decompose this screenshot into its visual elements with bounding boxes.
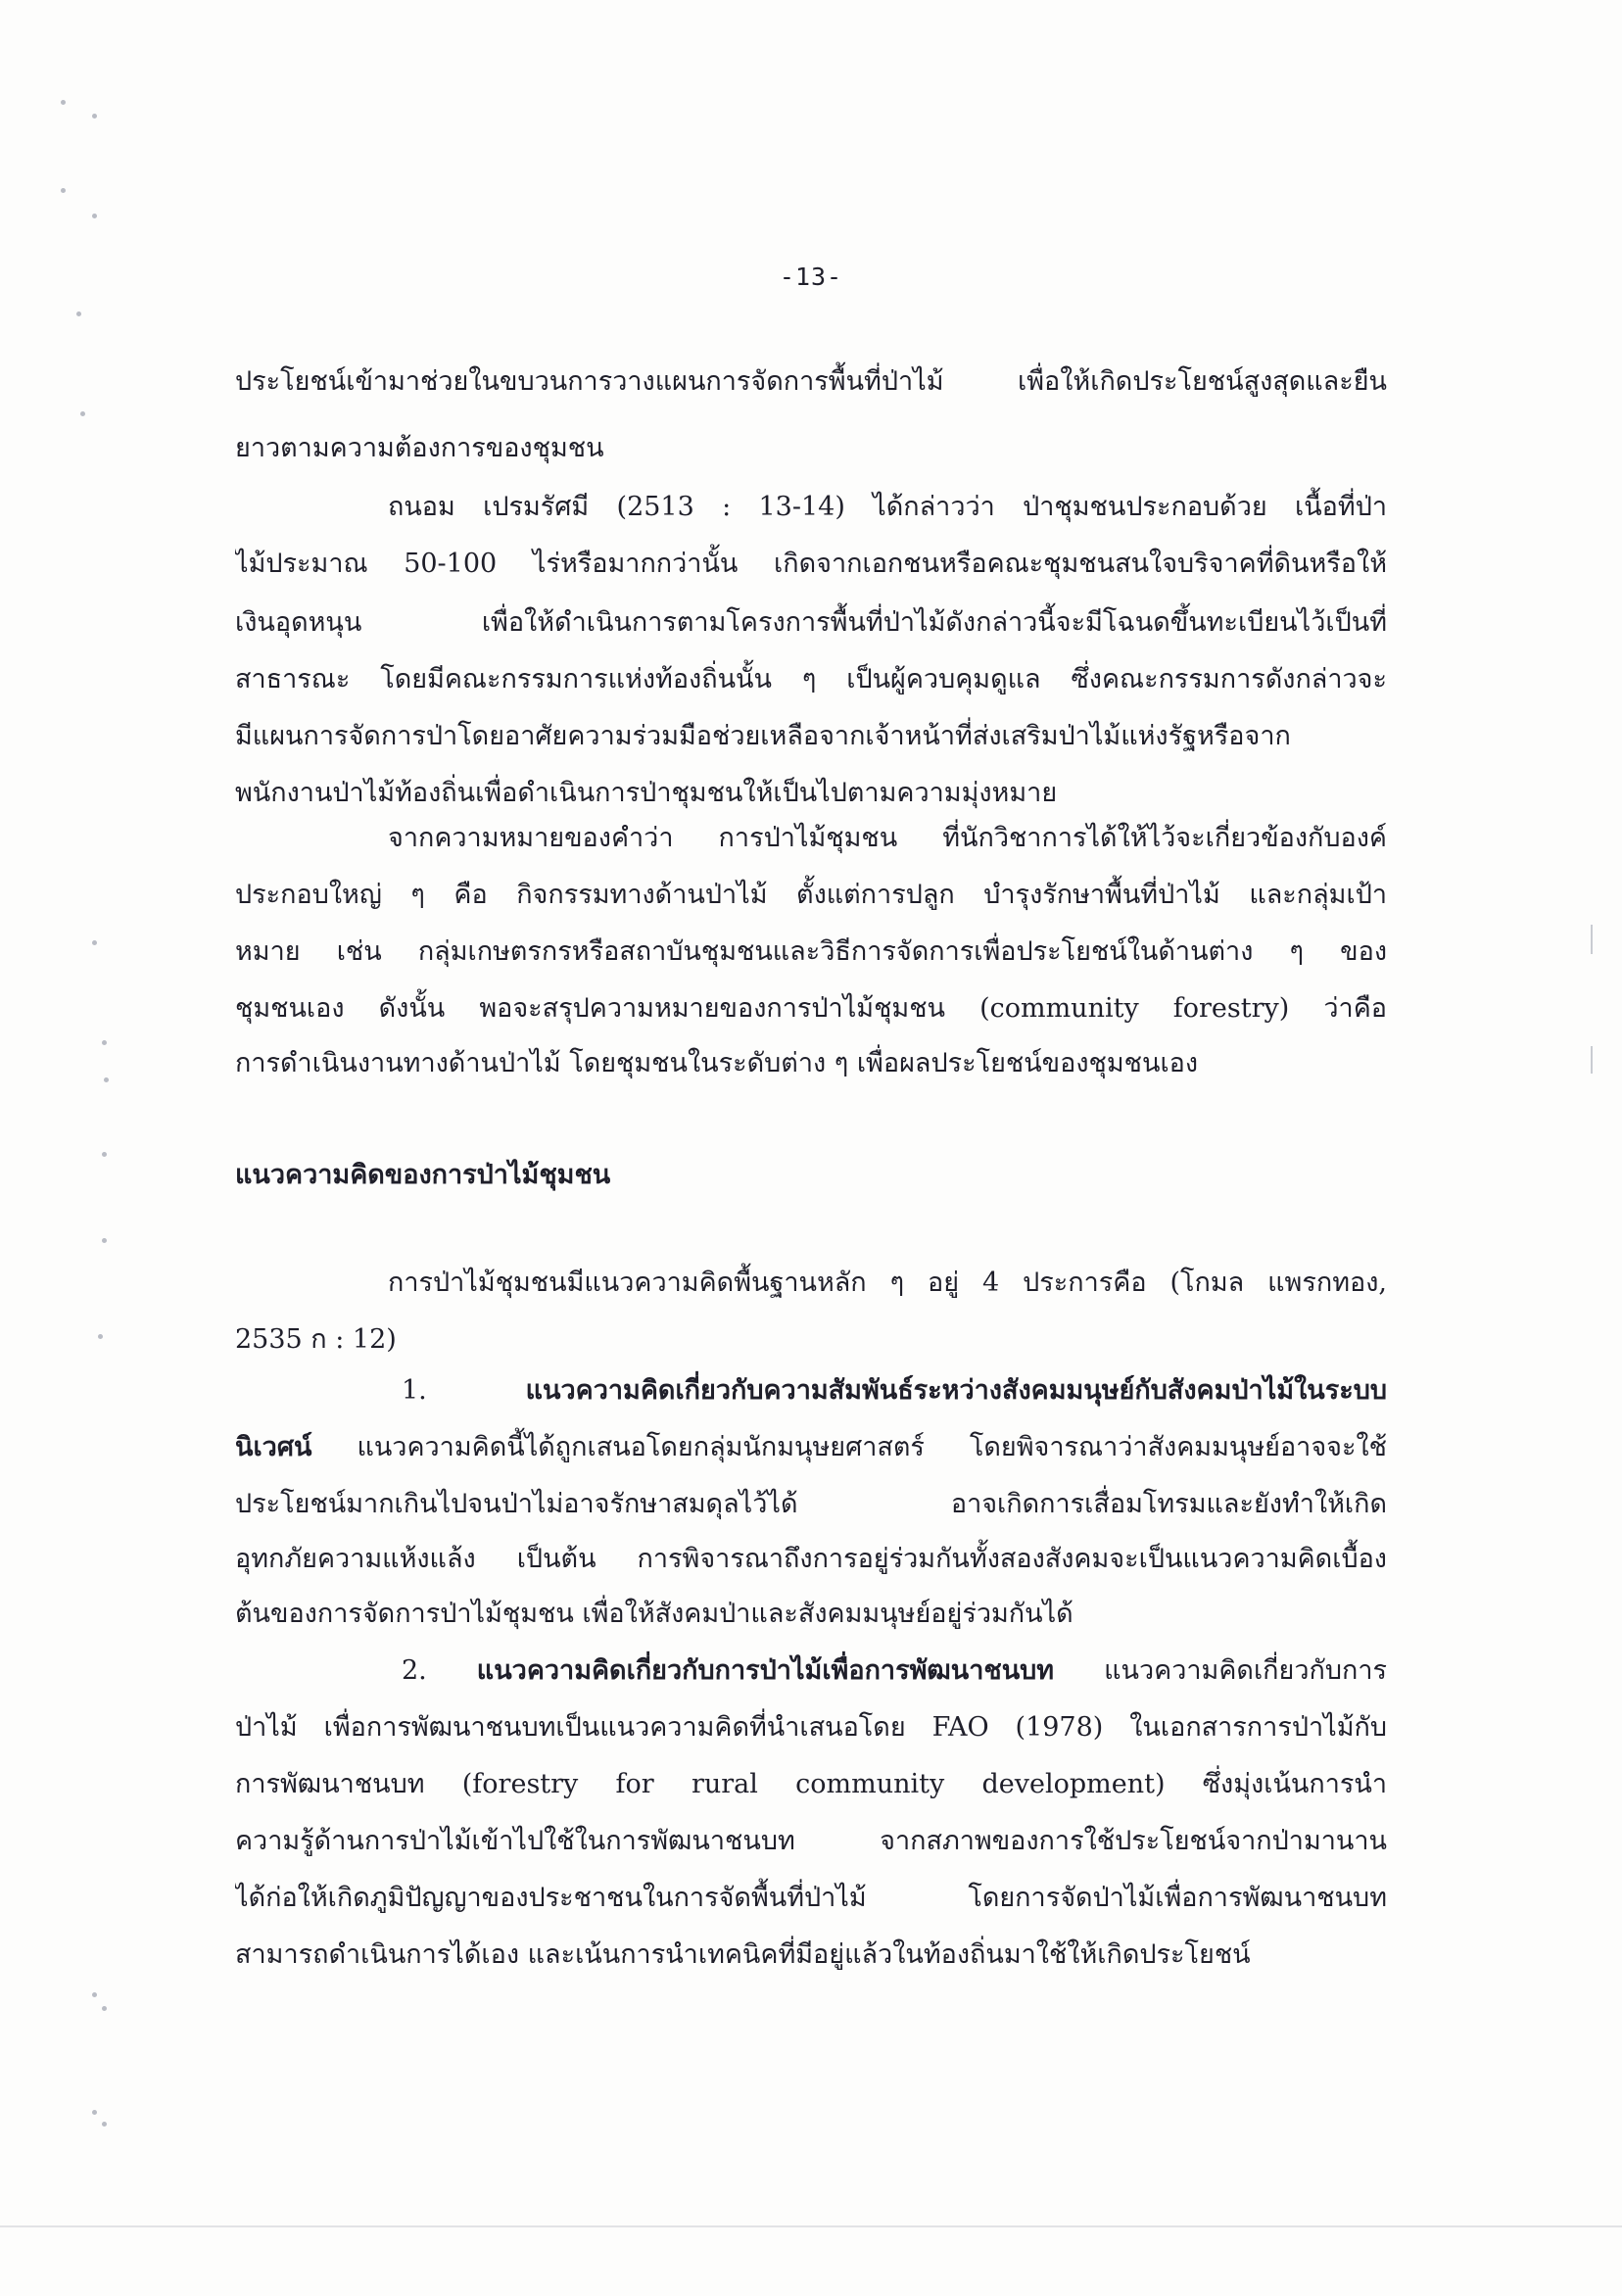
paragraph-line: การป่าไม้ชุมชนมีแนวความคิดพื้นฐานหลัก ๆ อยู่ 4 ประการคือ (โกมล แพรกทอง, — [388, 1268, 1387, 1298]
paragraph-line: ความรู้ด้านการป่าไม้เข้าไปใช้ในการพัฒนาชนบท จากสภาพของการใช้ประโยชน์จากป่ามานาน — [235, 1826, 1387, 1856]
scan-speck — [61, 188, 66, 193]
list-item-title — [402, 1369, 1387, 1412]
scan-edge-mark — [1591, 1046, 1593, 1074]
scan-speck — [92, 114, 97, 119]
list-item-heading-continuation: นิเวศน์ — [235, 1432, 312, 1462]
paragraph-line: เงินอุดหนุน เพื่อให้ดำเนินการตามโครงการพื้นที่ป่าไม้ดังกล่าวนี้จะมีโฉนดขึ้นทะเบียนไว้เป็นที่ — [235, 607, 1387, 638]
paragraph-line: ต้นของการจัดการป่าไม้ชุมชน เพื่อให้สังคมป่าและสังคมมนุษย์อยู่ร่วมกันได้ — [235, 1599, 1073, 1629]
scan-speck — [102, 1152, 107, 1157]
paragraph-text: แนวความคิดนี้ได้ถูกเสนอโดยกลุ่มนักมนุษยศาสตร์ โดยพิจารณาว่าสังคมมนุษย์อาจจะใช้ — [357, 1432, 1387, 1462]
scan-speck — [76, 311, 81, 316]
section-heading: แนวความคิดของการป่าไม้ชุมชน — [235, 1160, 611, 1190]
scan-speck — [92, 940, 97, 945]
scan-speck — [102, 1238, 107, 1243]
paragraph-line: สามารถดำเนินการได้เอง และเน้นการนำเทคนิคที่มีอยู่แล้วในท้องถิ่นมาใช้ให้เกิดประโยชน์ — [235, 1939, 1251, 1970]
scan-speck — [102, 2006, 107, 2011]
paragraph-line: จากความหมายของคำว่า การป่าไม้ชุมชน ที่นักวิชาการได้ให้ไว้จะเกี่ยวข้องกับองค์ — [388, 823, 1387, 853]
scan-speck — [102, 1040, 107, 1045]
paragraph-line: 2535 ก : 12) — [235, 1324, 397, 1355]
list-item-heading: แนวความคิดเกี่ยวกับความสัมพันธ์ระหว่างสังคมมนุษย์กับสังคมป่าไม้ในระบบ — [525, 1375, 1387, 1406]
scan-speck — [102, 2122, 107, 2127]
list-item-heading: แนวความคิดเกี่ยวกับการป่าไม้เพื่อการพัฒนาชนบท — [476, 1655, 1055, 1686]
paragraph-line: สาธารณะ โดยมีคณะกรรมการแห่งท้องถิ่นนั้น ๆ เป็นผู้ควบคุมดูแล ซึ่งคณะกรรมการดังกล่าวจะ — [235, 664, 1387, 694]
scan-speck — [98, 1334, 103, 1339]
scan-speck — [92, 2110, 97, 2115]
list-item-number: 2. — [402, 1655, 427, 1686]
scan-speck — [80, 411, 85, 416]
scan-speck — [104, 1077, 109, 1082]
paragraph-line: ถนอม เปรมรัศมี (2513 : 13-14) ได้กล่าวว่า ป่าชุมชนประกอบด้วย เนื้อที่ป่า — [388, 492, 1387, 522]
scan-speck — [61, 100, 66, 105]
scan-bottom-edge — [0, 2225, 1622, 2227]
scan-speck — [92, 214, 97, 218]
paragraph-line: ประโยชน์มากเกินไปจนป่าไม่อาจรักษาสมดุลไว้ได้ อาจเกิดการเสื่อมโทรมและยังทำให้เกิด — [235, 1489, 1387, 1519]
paragraph-line: ชุมชนเอง ดังนั้น พอจะสรุปความหมายของการป่าไม้ชุมชน (community forestry) ว่าคือ — [235, 993, 1387, 1024]
paragraph-line: ประกอบใหญ่ ๆ คือ กิจกรรมทางด้านป่าไม้ ตั้งแต่การปลูก บำรุงรักษาพื้นที่ป่าไม้ และกลุ่มเป้า — [235, 880, 1387, 910]
scan-speck — [92, 1992, 97, 1997]
scan-edge-mark — [1591, 925, 1593, 954]
paragraph-line: ยาวตามความต้องการของชุมชน — [235, 433, 604, 463]
paragraph-line: ประโยชน์เข้ามาช่วยในขบวนการวางแผนการจัดการพื้นที่ป่าไม้ เพื่อให้เกิดประโยชน์สูงสุดและยืน — [235, 366, 1387, 397]
list-item-number: 1. — [402, 1375, 427, 1406]
page-number: -13- — [779, 263, 843, 291]
paragraph-line: การดำเนินงานทางด้านป่าไม้ โดยชุมชนในระดับต่าง ๆ เพื่อผลประโยชน์ของชุมชนเอง — [235, 1048, 1199, 1078]
paragraph-line: หมาย เช่น กลุ่มเกษตรกรหรือสถาบันชุมชนและวิธีการจัดการเพื่อประโยชน์ในด้านต่าง ๆ ของ — [235, 936, 1387, 967]
paragraph-line: การพัฒนาชนบท (forestry for rural community development) ซึ่งมุ่งเน้นการนำ — [235, 1769, 1387, 1799]
paragraph-line — [235, 1426, 1387, 1469]
paragraph-text: แนวความคิดเกี่ยวกับการ — [1104, 1655, 1387, 1686]
paragraph-line: ป่าไม้ เพื่อการพัฒนาชนบทเป็นแนวความคิดที่นำเสนอโดย FAO (1978) ในเอกสารการป่าไม้กับ — [235, 1712, 1387, 1743]
paragraph-line: อุทกภัยความแห้งแล้ง เป็นต้น การพิจารณาถึงการอยู่ร่วมกันทั้งสองสังคมจะเป็นแนวความคิดเบื้อง — [235, 1544, 1387, 1574]
paragraph-line: มีแผนการจัดการป่าโดยอาศัยความร่วมมือช่วยเหลือจากเจ้าหน้าที่ส่งเสริมป่าไม้แห่งรัฐหรือจาก — [235, 721, 1291, 751]
paragraph-line: พนักงานป่าไม้ท้องถิ่นเพื่อดำเนินการป่าชุมชนให้เป็นไปตามความมุ่งหมาย — [235, 778, 1058, 808]
paragraph-line: ได้ก่อให้เกิดภูมิปัญญาของประชาชนในการจัดพื้นที่ป่าไม้ โดยการจัดป่าไม้เพื่อการพัฒนาชนบท — [235, 1883, 1387, 1913]
list-item-title — [402, 1650, 1387, 1693]
paragraph-line: ไม้ประมาณ 50-100 ไร่หรือมากกว่านั้น เกิดจากเอกชนหรือคณะชุมชนสนใจบริจาคที่ดินหรือให้ — [235, 549, 1387, 579]
